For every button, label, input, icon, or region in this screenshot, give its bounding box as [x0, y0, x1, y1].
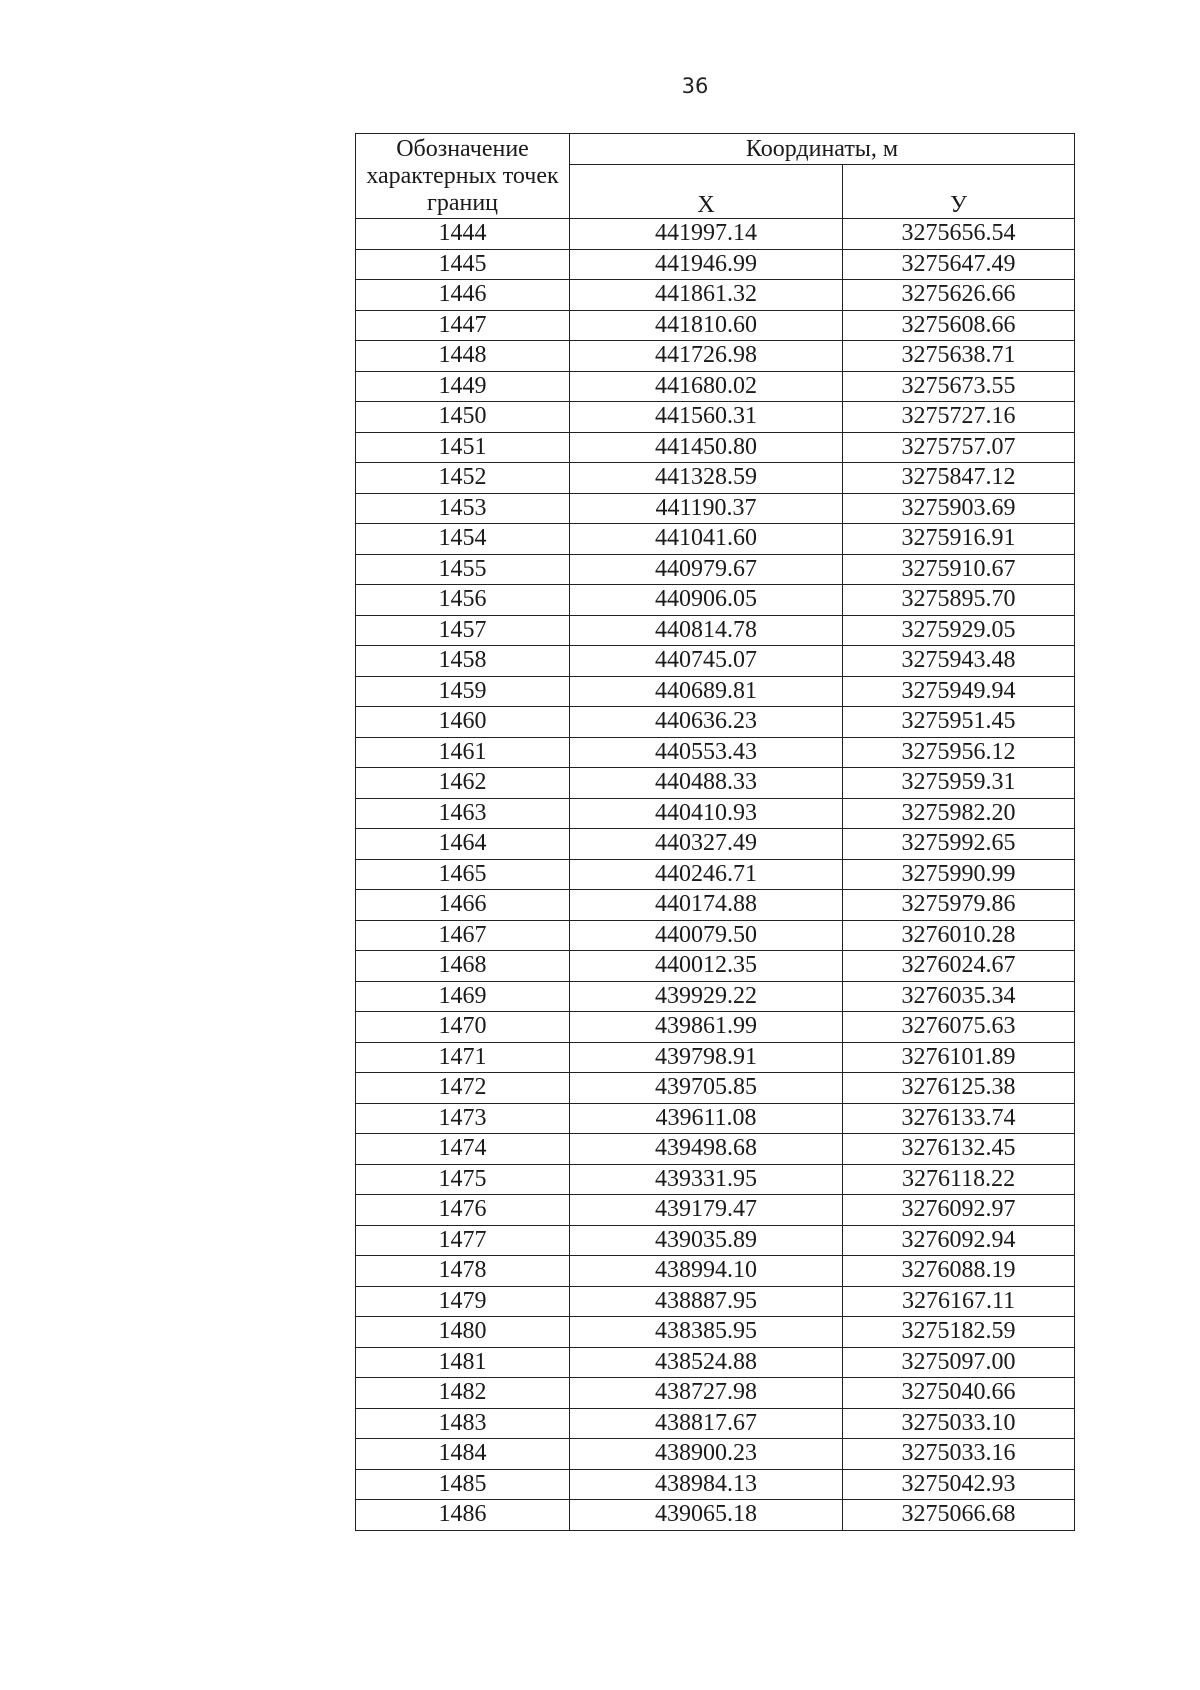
point-id-cell: 1464	[356, 829, 570, 860]
y-coordinate-cell: 3276133.74	[843, 1103, 1075, 1134]
header-y: У	[843, 164, 1075, 218]
x-coordinate-cell: 440689.81	[570, 676, 843, 707]
y-coordinate-cell: 3275066.68	[843, 1500, 1075, 1531]
point-id-cell: 1482	[356, 1378, 570, 1409]
x-coordinate-cell: 441726.98	[570, 341, 843, 372]
x-coordinate-cell: 441861.32	[570, 280, 843, 311]
x-coordinate-cell: 440906.05	[570, 585, 843, 616]
table-row	[356, 1469, 1075, 1500]
table-row	[356, 1439, 1075, 1470]
point-id-cell: 1484	[356, 1439, 570, 1470]
point-id-cell: 1473	[356, 1103, 570, 1134]
x-coordinate-cell: 440079.50	[570, 920, 843, 951]
point-id-cell: 1455	[356, 554, 570, 585]
point-id-cell: 1453	[356, 493, 570, 524]
coordinates-table	[355, 133, 1075, 1531]
point-id-cell: 1462	[356, 768, 570, 799]
x-coordinate-cell: 440745.07	[570, 646, 843, 677]
table-row	[356, 341, 1075, 372]
point-id-cell: 1468	[356, 951, 570, 982]
table-row	[356, 1134, 1075, 1165]
table-row	[356, 768, 1075, 799]
x-coordinate-cell: 438887.95	[570, 1286, 843, 1317]
y-coordinate-cell: 3275951.45	[843, 707, 1075, 738]
table-row	[356, 1164, 1075, 1195]
table-row	[356, 951, 1075, 982]
point-id-cell: 1458	[356, 646, 570, 677]
table-row	[356, 432, 1075, 463]
point-id-cell: 1480	[356, 1317, 570, 1348]
point-id-cell: 1477	[356, 1225, 570, 1256]
page-number: 36	[681, 74, 709, 98]
table-row	[356, 1012, 1075, 1043]
x-coordinate-cell: 440636.23	[570, 707, 843, 738]
x-coordinate-cell: 441680.02	[570, 371, 843, 402]
point-id-cell: 1452	[356, 463, 570, 494]
y-coordinate-cell: 3275982.20	[843, 798, 1075, 829]
y-coordinate-cell: 3276075.63	[843, 1012, 1075, 1043]
point-id-cell: 1478	[356, 1256, 570, 1287]
y-coordinate-cell: 3275608.66	[843, 310, 1075, 341]
table-row	[356, 1347, 1075, 1378]
x-coordinate-cell: 440553.43	[570, 737, 843, 768]
x-coordinate-cell: 438817.67	[570, 1408, 843, 1439]
x-coordinate-cell: 440174.88	[570, 890, 843, 921]
y-coordinate-cell: 3275182.59	[843, 1317, 1075, 1348]
y-coordinate-cell: 3275956.12	[843, 737, 1075, 768]
y-coordinate-cell: 3275943.48	[843, 646, 1075, 677]
y-coordinate-cell: 3275033.10	[843, 1408, 1075, 1439]
table-row	[356, 1103, 1075, 1134]
x-coordinate-cell: 438727.98	[570, 1378, 843, 1409]
table-row	[356, 371, 1075, 402]
point-id-cell: 1447	[356, 310, 570, 341]
y-coordinate-cell: 3275910.67	[843, 554, 1075, 585]
table-row	[356, 310, 1075, 341]
table-row	[356, 524, 1075, 555]
y-coordinate-cell: 3275847.12	[843, 463, 1075, 494]
x-coordinate-cell: 440814.78	[570, 615, 843, 646]
table-header	[356, 134, 1075, 219]
point-id-cell: 1450	[356, 402, 570, 433]
point-id-cell: 1460	[356, 707, 570, 738]
y-coordinate-cell: 3275647.49	[843, 249, 1075, 280]
point-id-cell: 1454	[356, 524, 570, 555]
x-coordinate-cell: 441328.59	[570, 463, 843, 494]
point-id-cell: 1486	[356, 1500, 570, 1531]
x-coordinate-cell: 439611.08	[570, 1103, 843, 1134]
table-row	[356, 707, 1075, 738]
y-coordinate-cell: 3276010.28	[843, 920, 1075, 951]
y-coordinate-cell: 3275992.65	[843, 829, 1075, 860]
x-coordinate-cell: 440979.67	[570, 554, 843, 585]
table-row	[356, 859, 1075, 890]
x-coordinate-cell: 439798.91	[570, 1042, 843, 1073]
header-designation: Обозначение характерных точек границ	[356, 134, 570, 219]
point-id-cell: 1466	[356, 890, 570, 921]
y-coordinate-cell: 3276035.34	[843, 981, 1075, 1012]
header-x: Х	[570, 164, 843, 218]
y-coordinate-cell: 3275040.66	[843, 1378, 1075, 1409]
table-row	[356, 585, 1075, 616]
x-coordinate-cell: 441946.99	[570, 249, 843, 280]
point-id-cell: 1472	[356, 1073, 570, 1104]
table-row	[356, 219, 1075, 250]
y-coordinate-cell: 3275959.31	[843, 768, 1075, 799]
x-coordinate-cell: 440012.35	[570, 951, 843, 982]
point-id-cell: 1485	[356, 1469, 570, 1500]
table-row	[356, 554, 1075, 585]
y-coordinate-cell: 3275638.71	[843, 341, 1075, 372]
point-id-cell: 1479	[356, 1286, 570, 1317]
y-coordinate-cell: 3275916.91	[843, 524, 1075, 555]
y-coordinate-cell: 3275097.00	[843, 1347, 1075, 1378]
point-id-cell: 1459	[356, 676, 570, 707]
point-id-cell: 1475	[356, 1164, 570, 1195]
table-row	[356, 920, 1075, 951]
point-id-cell: 1463	[356, 798, 570, 829]
point-id-cell: 1483	[356, 1408, 570, 1439]
x-coordinate-cell: 438524.88	[570, 1347, 843, 1378]
x-coordinate-cell: 438994.10	[570, 1256, 843, 1287]
point-id-cell: 1444	[356, 219, 570, 250]
table-row	[356, 1500, 1075, 1531]
y-coordinate-cell: 3275757.07	[843, 432, 1075, 463]
header-coordinates: Координаты, м	[570, 134, 1075, 165]
table-row	[356, 1225, 1075, 1256]
table-row	[356, 1378, 1075, 1409]
x-coordinate-cell: 440246.71	[570, 859, 843, 890]
table-row	[356, 280, 1075, 311]
x-coordinate-cell: 439861.99	[570, 1012, 843, 1043]
y-coordinate-cell: 3275673.55	[843, 371, 1075, 402]
point-id-cell: 1476	[356, 1195, 570, 1226]
table-row	[356, 737, 1075, 768]
point-id-cell: 1446	[356, 280, 570, 311]
x-coordinate-cell: 440327.49	[570, 829, 843, 860]
y-coordinate-cell: 3275042.93	[843, 1469, 1075, 1500]
point-id-cell: 1457	[356, 615, 570, 646]
y-coordinate-cell: 3275895.70	[843, 585, 1075, 616]
y-coordinate-cell: 3275949.94	[843, 676, 1075, 707]
point-id-cell: 1461	[356, 737, 570, 768]
x-coordinate-cell: 439929.22	[570, 981, 843, 1012]
x-coordinate-cell: 439331.95	[570, 1164, 843, 1195]
y-coordinate-cell: 3276088.19	[843, 1256, 1075, 1287]
x-coordinate-cell: 441560.31	[570, 402, 843, 433]
table-body	[356, 219, 1075, 1531]
x-coordinate-cell: 440410.93	[570, 798, 843, 829]
x-coordinate-cell: 438984.13	[570, 1469, 843, 1500]
y-coordinate-cell: 3276118.22	[843, 1164, 1075, 1195]
point-id-cell: 1465	[356, 859, 570, 890]
x-coordinate-cell: 438900.23	[570, 1439, 843, 1470]
y-coordinate-cell: 3276101.89	[843, 1042, 1075, 1073]
y-coordinate-cell: 3275929.05	[843, 615, 1075, 646]
x-coordinate-cell: 439065.18	[570, 1500, 843, 1531]
table-row	[356, 1195, 1075, 1226]
table-row	[356, 1256, 1075, 1287]
table-row	[356, 676, 1075, 707]
y-coordinate-cell: 3276167.11	[843, 1286, 1075, 1317]
table-row	[356, 1317, 1075, 1348]
point-id-cell: 1471	[356, 1042, 570, 1073]
table-row	[356, 402, 1075, 433]
y-coordinate-cell: 3275033.16	[843, 1439, 1075, 1470]
point-id-cell: 1451	[356, 432, 570, 463]
table-row	[356, 249, 1075, 280]
table-row	[356, 463, 1075, 494]
table-row	[356, 493, 1075, 524]
table-row	[356, 1042, 1075, 1073]
table-row	[356, 829, 1075, 860]
y-coordinate-cell: 3276092.94	[843, 1225, 1075, 1256]
table-row	[356, 798, 1075, 829]
point-id-cell: 1474	[356, 1134, 570, 1165]
y-coordinate-cell: 3275979.86	[843, 890, 1075, 921]
x-coordinate-cell: 439035.89	[570, 1225, 843, 1256]
table-row	[356, 1408, 1075, 1439]
y-coordinate-cell: 3275626.66	[843, 280, 1075, 311]
y-coordinate-cell: 3276092.97	[843, 1195, 1075, 1226]
table-row	[356, 615, 1075, 646]
point-id-cell: 1467	[356, 920, 570, 951]
x-coordinate-cell: 439705.85	[570, 1073, 843, 1104]
x-coordinate-cell: 439179.47	[570, 1195, 843, 1226]
point-id-cell: 1445	[356, 249, 570, 280]
x-coordinate-cell: 441450.80	[570, 432, 843, 463]
table-row	[356, 890, 1075, 921]
y-coordinate-cell: 3276132.45	[843, 1134, 1075, 1165]
y-coordinate-cell: 3275903.69	[843, 493, 1075, 524]
table-row	[356, 646, 1075, 677]
x-coordinate-cell: 441190.37	[570, 493, 843, 524]
x-coordinate-cell: 439498.68	[570, 1134, 843, 1165]
point-id-cell: 1469	[356, 981, 570, 1012]
x-coordinate-cell: 441041.60	[570, 524, 843, 555]
y-coordinate-cell: 3276024.67	[843, 951, 1075, 982]
x-coordinate-cell: 441810.60	[570, 310, 843, 341]
table-row	[356, 1073, 1075, 1104]
y-coordinate-cell: 3275727.16	[843, 402, 1075, 433]
table-row	[356, 1286, 1075, 1317]
y-coordinate-cell: 3276125.38	[843, 1073, 1075, 1104]
x-coordinate-cell: 438385.95	[570, 1317, 843, 1348]
point-id-cell: 1448	[356, 341, 570, 372]
table-row	[356, 981, 1075, 1012]
point-id-cell: 1456	[356, 585, 570, 616]
point-id-cell: 1449	[356, 371, 570, 402]
y-coordinate-cell: 3275656.54	[843, 219, 1075, 250]
x-coordinate-cell: 440488.33	[570, 768, 843, 799]
point-id-cell: 1470	[356, 1012, 570, 1043]
y-coordinate-cell: 3275990.99	[843, 859, 1075, 890]
x-coordinate-cell: 441997.14	[570, 219, 843, 250]
point-id-cell: 1481	[356, 1347, 570, 1378]
